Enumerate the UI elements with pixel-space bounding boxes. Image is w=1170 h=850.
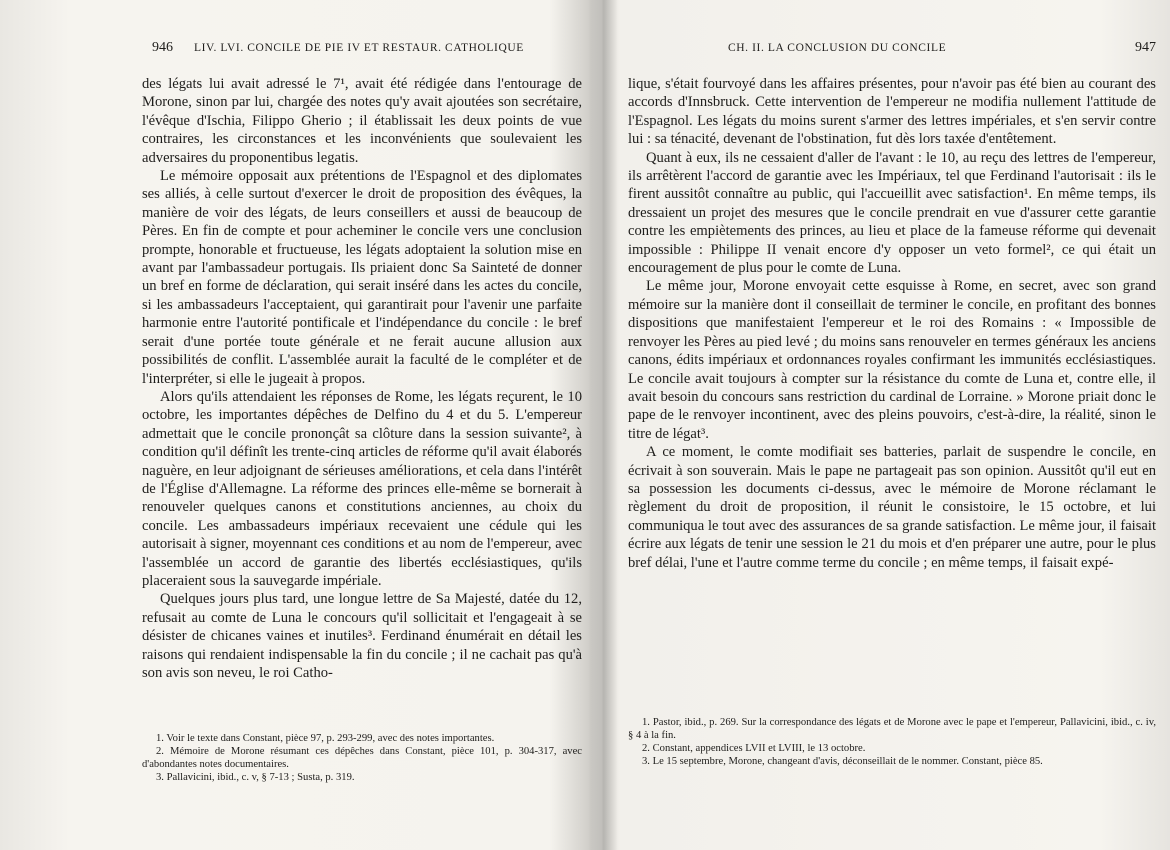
left-paragraph: Quelques jours plus tard, une longue lettre de Sa Majesté, datée du 12, refusait au comte de Luna le concours qu'il sollicitait et l'engageait à se désister de chicanes vaines et inutiles³. Ferdinand énumérait en détail les raisons qui rendaient indispensable la fin du concile ; il ne cachait pas qu'à son avis son neveu, le roi Catho- xyxy=(142,591,582,681)
left-paragraph: des légats lui avait adressé le 7¹, avait été rédigée dans l'entourage de Morone, sinon par lui, chargée des notes qu'y avait ajoutées son secrétaire, l'évêque d'Ischia, Filippo Gherio ; il établissait les deux points de vue contraires, les circonstances et les inconvénients que soulevaient les adversaires du proponentibus legatis. xyxy=(142,76,582,166)
footnote: 3. Pallavicini, ibid., c. v, § 7-13 ; Susta, p. 319. xyxy=(156,772,355,783)
footnote: 1. Pastor, ibid., p. 269. Sur la correspondance des légats et de Morone avec le pape et l'empereur, Pallavicini, ibid., c. iv, § 4 à la fin. xyxy=(628,717,1156,741)
right-page xyxy=(604,0,1170,850)
running-head-right-text: CH. II. LA CONCLUSION DU CONCILE xyxy=(728,42,947,54)
footnote: 3. Le 15 septembre, Morone, changeant d'avis, déconseillait de le nommer. Constant, pièce 85. xyxy=(642,756,1043,767)
page-number-left: 946 xyxy=(152,40,173,55)
left-footnotes xyxy=(142,732,582,784)
right-paragraph: Le même jour, Morone envoyait cette esquisse à Rome, en secret, avec son grand mémoire sur la manière dont il conseillait de terminer le concile, en profitant des bonnes dispositions que manifestaient l'empereur et le roi des Romains : « Impossible de renvoyer les Pères au pied levé ; du moins sans renouveler en termes généraux les anciens canons, édits impériaux et ordonnances royales confirmant les immunités ecclésiastiques. Le concile avait toujours à compter sur la résistance du comte de Luna et, contre elle, il avait besoin du concours sans restriction du cardinal de Lorraine. » Morone priait donc le pape de le renvoyer incontinent, avec des pleins pouvoirs, c'est-à-dire, la réalité, sinon le titre de légat³. xyxy=(628,278,1156,442)
left-paragraph: Le mémoire opposait aux prétentions de l'Espagnol et des diplomates ses alliés, à celle surtout d'exercer le droit de proposition des évêques, la manière de voir des légats, de leurs conseillers et aussi de beaucoup de Pères. En fin de compte et pour acheminer le concile vers une conclusion prompte, honorable et fructueuse, les légats adoptaient la solution mise en avant par l'ambassadeur portugais. Ils priaient donc Sa Sainteté de donner un bref en forme de déclaration, qui serait inséré dans les actes du concile, si les ambassadeurs l'acceptaient, qui garantirait pour l'avenir une parfaite harmonie entre l'autorité pontificale et l'indépendance du concile : le bref serait d'une portée toute générale et ne ferait aucune allusion aux possibilités de conflit. L'assemblée aurait la faculté de le compléter et de l'interpréter, si elle le jugeait à propos. xyxy=(142,168,582,387)
right-paragraph: lique, s'était fourvoyé dans les affaires présentes, pour n'avoir pas été bien au courant des accords d'Innsbruck. Cette intervention de l'empereur ne modifia nullement l'attitude de l'Espagnol. Les légats du moins surent s'armer des lettres impériales, et s'en servir contre lui : sa ténacité, devenant de l'obstination, fut dès lors taxée d'entêtement. xyxy=(628,76,1156,148)
right-footnotes xyxy=(628,716,1156,768)
running-head-left-text: LIV. LVI. CONCILE DE PIE IV ET RESTAUR. CATHOLIQUE xyxy=(194,42,524,54)
right-paragraph: Quant à eux, ils ne cessaient d'aller de l'avant : le 10, au reçu des lettres de l'empereur, ils arrêtèrent l'accord de garantie avec les Impériaux, tel que Ferdinand l'autorisait : ils le firent aussitôt connaître au public, qui l'accueillit avec satisfaction¹. En même temps, ils dressaient un projet des mesures que le concile prendrait en vue d'assurer cette garantie contre les empiètements des princes, au lieu et place de la fameuse réforme qui devenait impossible : Philippe II venait encore d'y opposer un veto formel², ce qui était un encouragement de plus pour le comte de Luna. xyxy=(628,149,1156,277)
right-body-text xyxy=(628,75,1156,572)
footnote: 1. Voir le texte dans Constant, pièce 97, p. 293-299, avec des notes importantes. xyxy=(156,733,495,744)
footnote: 2. Constant, appendices LVII et LVIII, le 13 octobre. xyxy=(642,743,866,754)
left-body-text xyxy=(142,75,582,682)
right-paragraph: A ce moment, le comte modifiait ses batteries, parlait de suspendre le concile, en écrivait à son souverain. Mais le pape ne partageait pas son opinion. Aussitôt qu'il eut en sa possession les documents ci-dessus, avec le mémoire de Morone réclamant le règlement du droit de proposition, il réunit le consistoire, le 15 octobre, et lui communiqua le tout avec des assurances de sa grande satisfaction. Le même jour, il faisait écrire aux légats de tenir une session le 21 du mois et d'en préparer une autre, pour le plus bref délai, l'une et l'autre comme terme du concile ; en même temps, il faisait expé- xyxy=(628,444,1156,571)
footnote: 2. Mémoire de Morone résumant ces dépêches dans Constant, pièce 101, p. 304-317, avec d'abondantes notes documentaires. xyxy=(142,746,582,770)
left-paragraph: Alors qu'ils attendaient les réponses de Rome, les légats reçurent, le 10 octobre, les importantes dépêches de Delfino du 4 et du 5. L'empereur admettait que le concile prononçât sa clôture dans la session suivante², à condition qu'il définît les trente-cinq articles de réforme qu'il avait élaborés naguère, en leur adjoignant de sérieuses améliorations, et cela dans l'intérêt de l'Église d'Allemagne. La réforme des princes elle-même se bornerait à renouveler quelques canons et constitutions anciennes, au choix du concile. Les ambassadeurs impériaux recevaient une cédule qui les autorisait à signer, moyennant ces conditions et au nom de l'empereur, avec l'assemblée un accord de garantie des libertés ecclésiastiques, qu'ils placeraient sous la sauvegarde impériale. xyxy=(142,388,582,589)
page-number-right: 947 xyxy=(1135,40,1156,55)
